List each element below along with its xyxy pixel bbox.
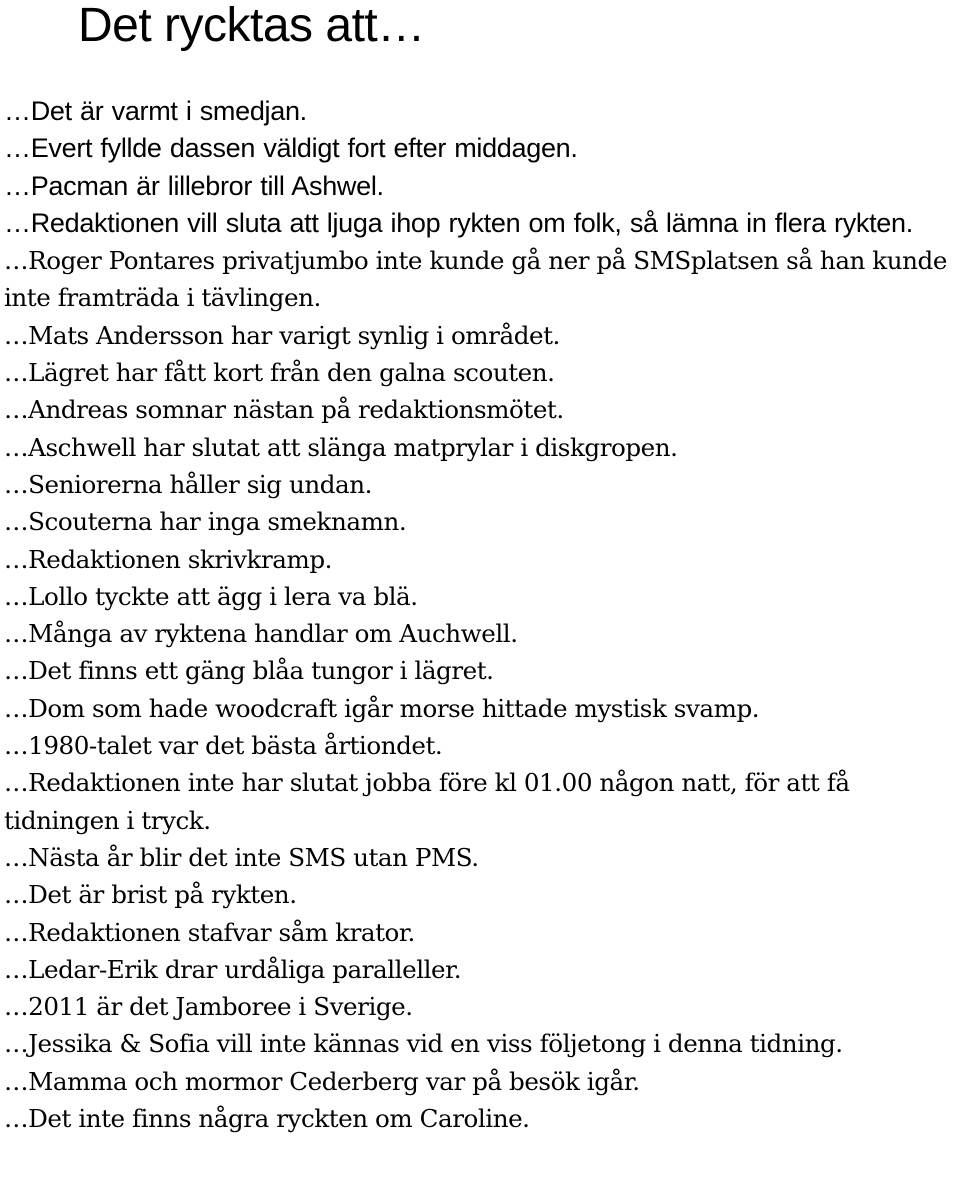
rumor-item: …Pacman är lillebror till Ashwel. bbox=[4, 170, 384, 201]
rumor-item: …Seniorerna håller sig undan. bbox=[4, 469, 372, 499]
rumor-item: …Scouterna har inga smeknamn. bbox=[4, 507, 407, 537]
rumor-item: …Många av ryktena handlar om Auchwell. bbox=[4, 619, 518, 649]
rumor-item: …Ledar-Erik drar urdåliga paralleller. bbox=[4, 954, 462, 984]
rumor-item: …Det är varmt i smedjan. bbox=[4, 96, 307, 126]
rumor-item: …Det finns ett gäng blåa tungor i lägret. bbox=[4, 656, 494, 686]
rumor-item: …Andreas somnar nästan på redaktionsmötet. bbox=[4, 395, 564, 425]
rumor-item: …Roger Pontares privatjumbo inte kunde gå ner på SMSplatsen så han kunde inte framträda i tävlingen. bbox=[4, 246, 947, 313]
rumor-item: …Redaktionen skrivkramp. bbox=[4, 544, 333, 574]
rumor-item: …Redaktionen vill sluta att ljuga ihop rykten om folk, så lämna in flera rykten. bbox=[4, 207, 913, 238]
rumor-item: …Dom som hade woodcraft igår morse hittade mystisk svamp. bbox=[4, 693, 760, 723]
page-title: Det rycktas att… bbox=[78, 0, 425, 52]
rumor-item: …1980-talet var det bästa årtiondet. bbox=[4, 731, 443, 761]
rumor-item: …2011 är det Jamboree i Sverige. bbox=[4, 992, 413, 1022]
rumor-item: …Det inte finns några ryckten om Caroline. bbox=[4, 1104, 530, 1134]
rumor-item: …Lollo tyckte att ägg i lera va blä. bbox=[4, 581, 418, 611]
rumor-item: …Mats Andersson har varigt synlig i området. bbox=[4, 320, 560, 350]
rumor-item: …Det är brist på rykten. bbox=[4, 880, 297, 910]
rumor-list bbox=[4, 93, 956, 1137]
rumor-item: …Jessika & Sofia vill inte kännas vid en viss följetong i denna tidning. bbox=[4, 1029, 843, 1059]
rumor-item: …Redaktionen inte har slutat jobba före kl 01.00 någon natt, för att få tidningen i tryck. bbox=[4, 768, 850, 835]
rumor-item: …Nästa år blir det inte SMS utan PMS. bbox=[4, 842, 479, 872]
rumor-item: …Aschwell har slutat att slänga matprylar i diskgropen. bbox=[4, 432, 678, 462]
rumor-item: …Evert fyllde dassen väldigt fort efter middagen. bbox=[4, 133, 578, 164]
rumor-item: …Lägret har fått kort från den galna scouten. bbox=[4, 358, 555, 388]
rumor-item: …Redaktionen stafvar såm krator. bbox=[4, 917, 415, 947]
rumor-item: …Mamma och mormor Cederberg var på besök igår. bbox=[4, 1066, 640, 1096]
